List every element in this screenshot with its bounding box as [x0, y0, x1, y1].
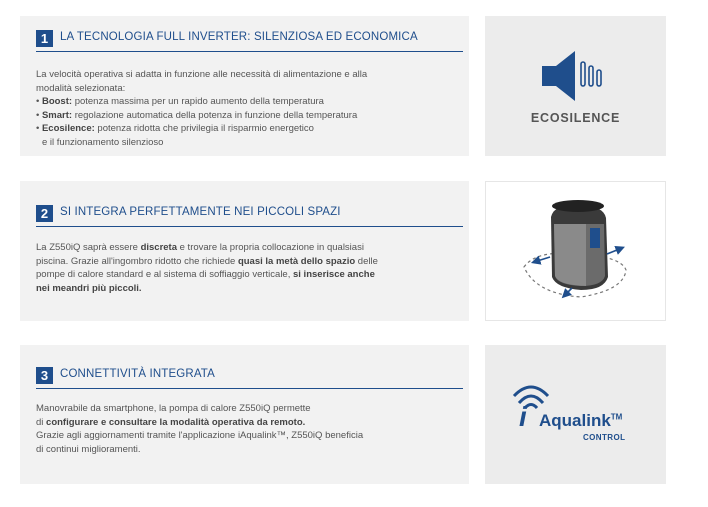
bullet-item: • Ecosilence: potenza ridotta che privilegia il risparmio energetico: [36, 123, 314, 134]
logo-tm: TM: [610, 412, 623, 422]
bullet-text: potenza ridotta che privilegia il risparmio energetico: [97, 123, 314, 134]
section-2-header: [36, 205, 463, 227]
body-line: Grazie agli aggiornamenti tramite l'applicazione iAqualink™, Z550iQ beneficia: [36, 430, 364, 441]
section-2-card: [20, 181, 469, 321]
section-2-body: [36, 241, 459, 295]
logo-i: i: [519, 401, 527, 432]
section-1-header: [36, 30, 463, 52]
text-run: La Z550iQ saprà essere: [36, 242, 141, 253]
section-3-body: [36, 402, 459, 456]
section-number: 1: [36, 30, 53, 47]
emphasis: discreta: [140, 242, 177, 253]
bullet-continuation: e il funzionamento silenzioso: [42, 136, 164, 148]
bullet-text: regolazione automatica della potenza in funzione della temperatura: [74, 109, 358, 121]
section-number: 2: [36, 205, 53, 222]
body-line: modalità selezionata:: [36, 82, 126, 94]
section-3-header: [36, 367, 463, 389]
iaqualink-logo: [485, 345, 666, 484]
bullet-term: Smart:: [41, 109, 73, 121]
wifi-signal-icon: [511, 381, 551, 411]
bullet-term: Boost:: [41, 96, 73, 107]
section-1-body: [36, 68, 459, 149]
emphasis: si inserisce anche: [293, 269, 375, 280]
body-line: [36, 282, 459, 296]
body-line: di continui miglioramenti.: [36, 443, 141, 455]
body-line: [36, 268, 459, 282]
text-run: piscina. Grazie all'ingombro ridotto che richiede: [36, 255, 238, 267]
logo-main: Aqualink: [539, 411, 611, 430]
section-1-card: [20, 16, 469, 156]
bullet-item: • Smart: regolazione automatica della potenza in funzione della temperatura: [36, 109, 358, 121]
body-line: [36, 241, 459, 255]
text-run: di: [36, 416, 47, 428]
bullet-term: Ecosilence:: [41, 123, 95, 134]
emphasis: nei meandri più piccoli.: [36, 282, 142, 294]
text-run: pompe di calore standard e al sistema di soffiaggio verticale,: [36, 269, 293, 280]
section-3-card: [20, 345, 469, 484]
heat-pump-image: [486, 182, 667, 322]
body-line: La velocità operativa si adatta in funzione alle necessità di alimentazione e alla: [36, 69, 368, 80]
body-line: [36, 255, 459, 269]
logo-wordmark: [539, 411, 622, 431]
section-title: CONNETTIVITÀ INTEGRATA: [60, 368, 215, 380]
emphasis: configurare e consultare la modalità operativa da remoto.: [46, 416, 306, 428]
body-line: [36, 416, 459, 430]
badge-label: ECOSILENCE: [530, 111, 621, 125]
section-number: 3: [36, 367, 53, 384]
bullet-item: • Boost: potenza massima per un rapido aumento della temperatura: [36, 96, 324, 107]
section-title: LA TECNOLOGIA FULL INVERTER: SILENZIOSA ED ECONOMICA: [60, 31, 418, 43]
text-run: delle: [355, 255, 378, 267]
emphasis: quasi la metà dello spazio: [237, 255, 356, 267]
logo-subtitle: CONTROL: [583, 433, 626, 442]
heat-pump-illustration: [485, 181, 666, 321]
bullet-text: potenza massima per un rapido aumento della temperatura: [74, 96, 324, 107]
body-line: Manovrabile da smartphone, la pompa di calore Z550iQ permette: [36, 403, 311, 414]
section-title: SI INTEGRA PERFETTAMENTE NEI PICCOLI SPAZI: [60, 206, 341, 218]
text-run: e trovare la propria collocazione in qualsiasi: [177, 242, 364, 253]
ecosilence-badge: [485, 16, 666, 156]
